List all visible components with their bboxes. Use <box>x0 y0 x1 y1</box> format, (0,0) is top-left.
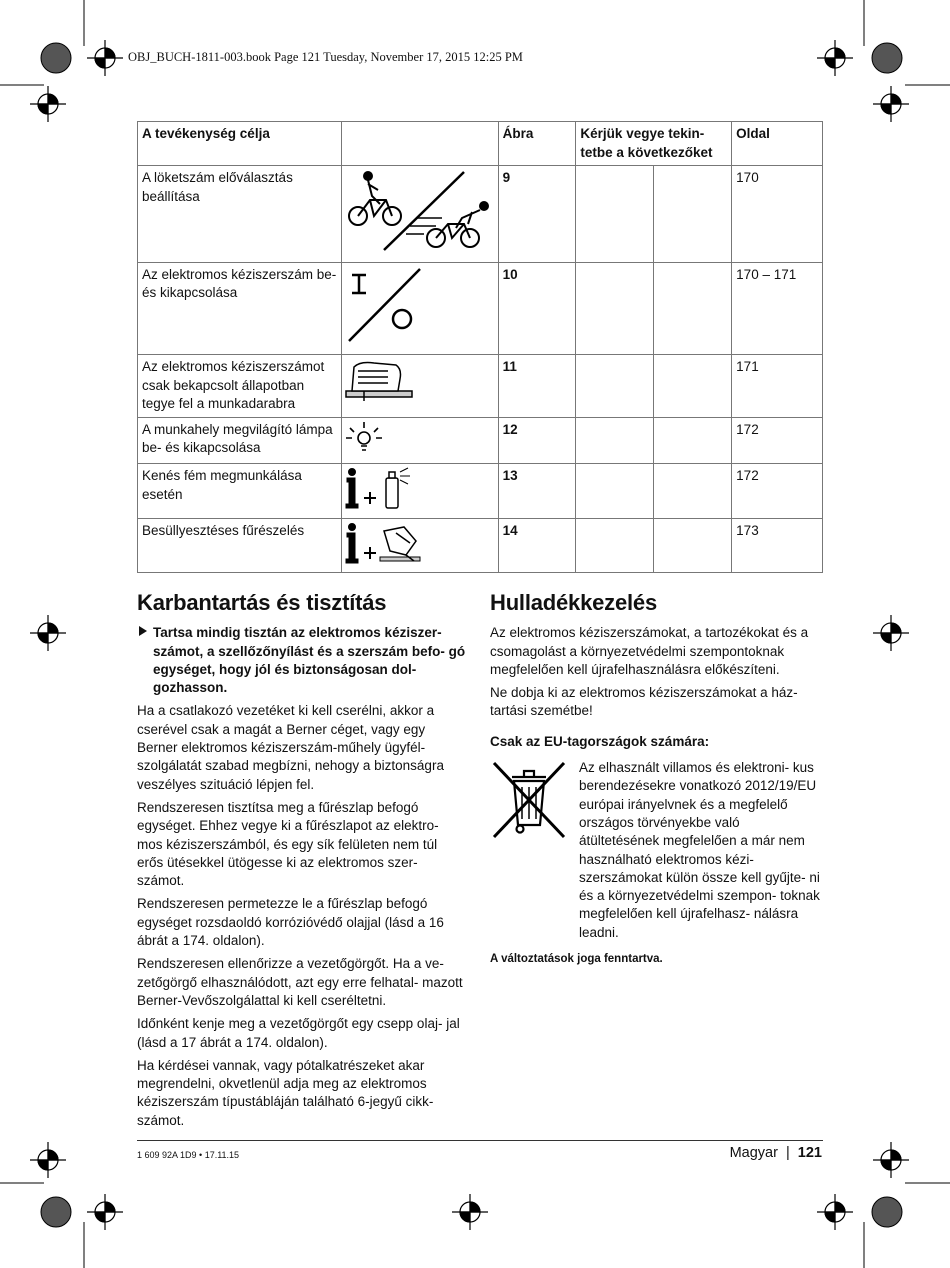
on-off-icon <box>341 262 498 355</box>
page-header: OBJ_BUCH-1811-003.book Page 121 Tuesday, November 17, 2015 12:25 PM <box>128 50 523 64</box>
row-page: 170 – 171 <box>732 262 823 355</box>
weee-text: Az elhasznált villamos és elektroni- kus berendezésekre vonatkozó 2012/19/EU európai irányelvnek és a megfelelő országos törvényekbe való átültetésének megfelelően a már nem használható elektromos kézi- szerszámokat külön össze kell gyűjte- ni és a környezetvédelmi szempon- toknak megfelelően kell újrafelhasz- nálásra leadni. <box>579 760 820 940</box>
row-figure: 9 <box>498 166 576 263</box>
footer-separator: | <box>785 1145 790 1161</box>
table-row <box>138 518 823 573</box>
paragraph: Ha kérdései vannak, vagy pótalkatrészeket akar megrendelni, okvetlenül adja meg az elektromos kéziszerszám típustábláján található 6-jegyű cikk- számot. <box>137 1057 434 1128</box>
header-figure: Ábra <box>498 122 576 166</box>
section-title-maintenance: Karbantartás és tisztítás <box>137 590 387 615</box>
paragraph: Rendszeresen permetezze le a fűrészlap befogó egységet rozsdaoldó korrózióvédő olajjal (lásd a 16 ábrát a 174. oldalon). <box>137 896 444 949</box>
row-purpose: A munkahely megvilágító lámpa be- és kikapcsolása <box>138 417 342 464</box>
table-row <box>138 166 823 263</box>
table-row <box>138 355 823 418</box>
lamp-icon <box>341 417 498 464</box>
row-figure: 12 <box>498 417 576 464</box>
footer-language: Magyar <box>729 1145 778 1161</box>
row-page: 172 <box>732 417 823 464</box>
eu-subtitle: Csak az EU-tagországok számára: <box>490 733 710 749</box>
triangle-bullet-icon <box>139 626 147 636</box>
row-figure: 13 <box>498 464 576 519</box>
jigsaw-icon <box>341 355 498 418</box>
section-title-disposal: Hulladékkezelés <box>490 590 657 615</box>
footer-page <box>730 1145 822 1161</box>
disposal-section <box>490 590 823 968</box>
bullet-text: Tartsa mindig tisztán az elektromos kéziszer- számot, a szellőzőnyílást és a szerszám befo- gó egységet, hogy jól és biztonságosan dol- gozhasson. <box>153 625 466 696</box>
row-purpose: Besüllyesztéses fűrészelés <box>138 518 342 573</box>
row-purpose: Kenés fém megmunkálása esetén <box>138 464 342 519</box>
row-purpose: Az elektromos kéziszerszám be- és kikapcsolása <box>138 262 342 355</box>
paragraph: Az elektromos kéziszerszámokat, a tartozékokat és a csomagolást a környezetvédelmi szempontoknak megfelelően kell újrafelhasználásra előkészíteni. <box>490 625 809 677</box>
row-purpose: A löketszám előválasztás beállítása <box>138 166 342 263</box>
paragraph: Ne dobja ki az elektromos kéziszerszámokat a ház- tartási szemétbe! <box>490 685 798 719</box>
row-figure: 11 <box>498 355 576 418</box>
paragraph: Rendszeresen tisztítsa meg a fűrészlap befogó egységet. Ehhez vegye ki a fűrészlapot az elektro- mos kéziszerszámból, és egy sík felületen nem túl erős ütésekkel ütögesse ki az elektromos szer- számot. <box>137 799 439 889</box>
row-figure: 10 <box>498 262 576 355</box>
crossed-bin-icon <box>490 759 568 841</box>
info-spray-icon <box>341 464 498 519</box>
footer-rule <box>137 1140 823 1141</box>
row-purpose: Az elektromos kéziszerszámot csak bekapcsolt állapotban tegye fel a munkadarabra <box>138 355 342 418</box>
row-page: 172 <box>732 464 823 519</box>
table-row <box>138 417 823 464</box>
rights-note: A változtatások joga fenntartva. <box>490 953 663 966</box>
footer-code: 1 609 92A 1D9 • 17.11.15 <box>137 1150 240 1160</box>
table-row <box>138 262 823 355</box>
page-number: 121 <box>797 1145 822 1161</box>
cyclist-slow-fast-icon <box>341 166 498 263</box>
paragraph: Ha a csatlakozó vezetéket ki kell cserélni, akkor a cserével csak a magát a Berner céget, vagy egy Berner elektromos kéziszerszám-műhely ügyfél- szolgálatát szabad megbízni, nehogy a biztonságra veszélyes szituáció lépjen fel. <box>137 703 444 792</box>
feature-table <box>137 121 823 573</box>
table-header-row <box>138 122 823 166</box>
row-figure: 14 <box>498 518 576 573</box>
row-page: 170 <box>732 166 823 263</box>
header-page: Oldal <box>732 122 823 166</box>
weee-block <box>490 759 823 942</box>
row-page: 171 <box>732 355 823 418</box>
bullet-item <box>137 624 467 697</box>
header-purpose: A tevékenység célja <box>138 122 342 166</box>
header-blank <box>341 122 498 166</box>
table-row <box>138 464 823 519</box>
paragraph: Rendszeresen ellenőrizze a vezetőgörgőt. Ha a ve- zetőgörgő elhasználódott, azt egy erre felhatal- mazott Berner-Vevőszolgálattal ki kell cseréltetni. <box>137 956 463 1008</box>
maintenance-section <box>137 590 467 1135</box>
row-page: 173 <box>732 518 823 573</box>
header-note: Kérjük vegye tekin- tetbe a következőket <box>576 122 732 166</box>
info-plunge-cut-icon <box>341 518 498 573</box>
paragraph: Időnként kenje meg a vezetőgörgőt egy csepp olaj- jal (lásd a 17 ábrát a 174. oldalon). <box>137 1016 460 1050</box>
